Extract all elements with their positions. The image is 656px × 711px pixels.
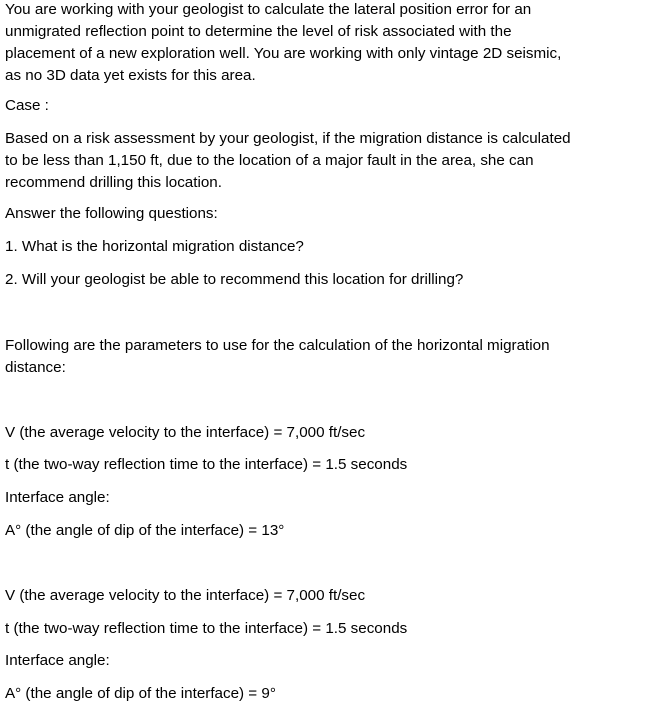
intro-line: as no 3D data yet exists for this area. [5,67,256,84]
risk-paragraph [5,128,646,194]
set1-time: t (the two-way reflection time to the interface) = 1.5 seconds [5,456,408,473]
params-intro-line: distance: [5,359,66,376]
set1-velocity: V (the average velocity to the interface) = 7,000 ft/sec [5,424,366,441]
set2-velocity: V (the average velocity to the interface) = 7,000 ft/sec [5,587,366,604]
case-label: Case : [5,97,49,114]
question-2: 2. Will your geologist be able to recommend this location for drilling? [5,271,464,288]
risk-line: recommend drilling this location. [5,174,222,191]
risk-line: to be less than 1,150 ft, due to the location of a major fault in the area, she can [5,152,534,169]
set2-time: t (the two-way reflection time to the interface) = 1.5 seconds [5,620,408,637]
intro-line: You are working with your geologist to calculate the lateral position error for an [5,1,532,18]
risk-line: Based on a risk assessment by your geologist, if the migration distance is calculated [5,130,571,147]
question-1: 1. What is the horizontal migration distance? [5,238,304,255]
set1-angle-label: Interface angle: [5,489,110,506]
intro-paragraph [5,0,646,87]
set2-angle-label: Interface angle: [5,652,110,669]
answer-prompt: Answer the following questions: [5,205,218,222]
params-intro-line: Following are the parameters to use for the calculation of the horizontal migration [5,337,550,354]
set1-dip: A° (the angle of dip of the interface) = 13° [5,522,285,539]
intro-line: unmigrated reflection point to determine the level of risk associated with the [5,23,512,40]
params-intro-paragraph [5,335,646,379]
intro-line: placement of a new exploration well. You are working with only vintage 2D seismic, [5,45,562,62]
set2-dip: A° (the angle of dip of the interface) = 9° [5,685,276,702]
